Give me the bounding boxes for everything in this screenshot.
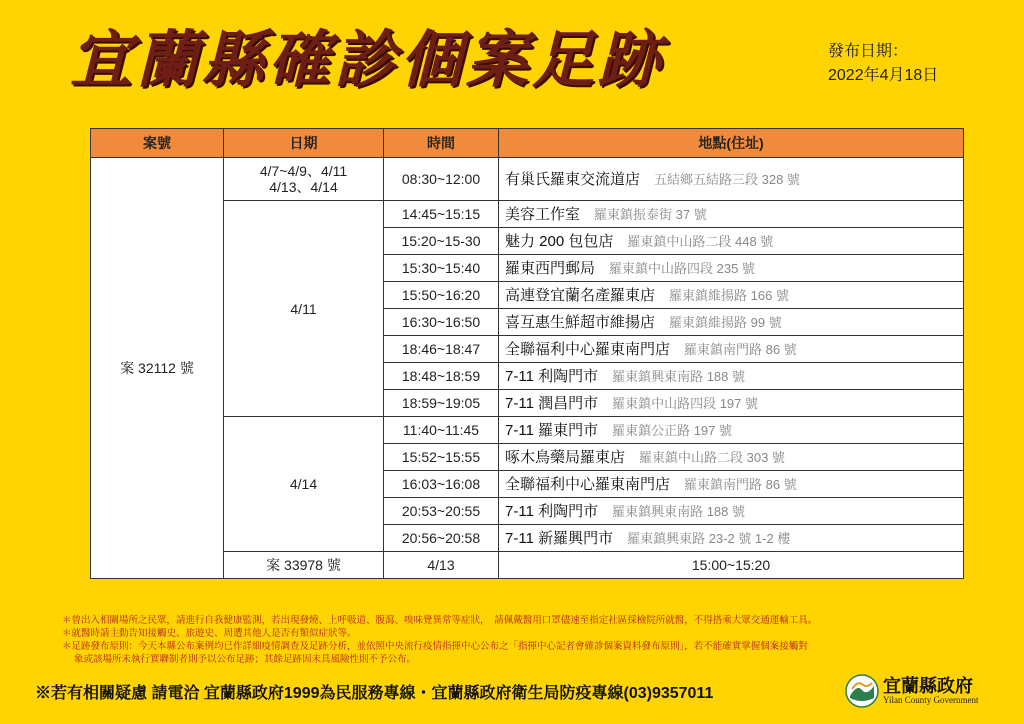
place-address: 羅東鎮南門路 86 號 (684, 341, 797, 357)
place-address: 五結鄉五結路三段 328 號 (654, 171, 800, 187)
date-cell: 4/14 (224, 417, 384, 552)
time-cell: 11:40~11:45 (384, 417, 499, 444)
time-cell: 20:53~20:55 (384, 498, 499, 525)
place-name: 7-11 利陶門市 (505, 502, 599, 520)
publish-date: 2022年4月18日 (828, 67, 939, 84)
note-line: 象或該場所未執行實聯制者則予以公布足跡；其餘足跡因未具風險性則不予公布。 (74, 654, 417, 665)
place-cell (499, 444, 964, 471)
case-id-33978: 案 33978 號 (224, 552, 384, 579)
place-name: 7-11 羅東門市 (505, 421, 599, 439)
date-cell: 4/13 (384, 552, 499, 579)
note-line: ＊曾出入相關場所之民眾，請進行自我健康監測，若出現發燒、上呼吸道、腹瀉、嗅味覺異常等症狀， 請佩戴醫用口罩儘速至指定社區採檢院所就醫，不得搭乘大眾交通運輸工具。 (62, 615, 818, 626)
time-cell: 15:30~15:40 (384, 255, 499, 282)
place-address: 羅東鎮中山路四段 235 號 (609, 260, 755, 276)
place-address: 羅東鎮公正路 197 號 (612, 422, 732, 438)
government-logo-block (845, 672, 995, 712)
place-cell (499, 201, 964, 228)
page-title: 宜蘭縣確診個案足跡 (70, 23, 665, 96)
time-cell: 18:59~19:05 (384, 390, 499, 417)
place-cell (499, 282, 964, 309)
place-cell (499, 309, 964, 336)
place-address: 羅東鎮維揚路 166 號 (669, 287, 789, 303)
hotline-text: ※若有相關疑慮 請電洽 宜蘭縣政府1999為民服務專線・宜蘭縣政府衛生局防疫專線(03)9357011 (35, 685, 714, 702)
time-cell: 18:46~18:47 (384, 336, 499, 363)
place-address: 羅東鎮南門路 86 號 (684, 476, 797, 492)
case-id-32112: 案 32112 號 (91, 158, 224, 579)
header-time: 時間 (384, 129, 499, 158)
time-cell: 15:50~16:20 (384, 282, 499, 309)
place-name: 高連登宜蘭名產羅東店 (505, 286, 656, 304)
place-address: 羅東鎮振泰街 37 號 (594, 206, 707, 222)
place-cell (499, 228, 964, 255)
place-address: 羅東鎮中山路二段 303 號 (639, 449, 785, 465)
date-cell (224, 158, 384, 201)
time-cell: 08:30~12:00 (384, 158, 499, 201)
date-cell: 4/11 (224, 201, 384, 417)
place-address: 羅東鎮中山路四段 197 號 (612, 395, 758, 411)
government-name-en: Yilan County Government (883, 695, 979, 705)
place-address: 羅東鎮中山路二段 448 號 (627, 233, 774, 249)
place-cell (499, 336, 964, 363)
header-place: 地點(住址) (499, 129, 964, 158)
time-cell: 16:30~16:50 (384, 309, 499, 336)
header-date: 日期 (224, 129, 384, 158)
notes-block (62, 614, 982, 666)
place-name: 美容工作室 (505, 205, 581, 223)
place-name: 7-11 新羅興門市 (505, 529, 614, 547)
place-name: 有巢氏羅東交流道店 (505, 170, 641, 188)
place-address: 羅東鎮維揚路 99 號 (669, 314, 782, 330)
header-case: 案號 (91, 129, 224, 158)
place-cell (499, 158, 964, 201)
place-cell (499, 417, 964, 444)
place-name: 7-11 利陶門市 (505, 367, 599, 385)
footprint-table (90, 128, 964, 579)
place-name: 全聯福利中心羅東南門店 (505, 340, 671, 358)
place-cell (499, 363, 964, 390)
time-cell: 15:52~15:55 (384, 444, 499, 471)
place-cell (499, 525, 964, 552)
place-name: 7-11 潤昌門市 (505, 394, 599, 412)
place-name: 全聯福利中心羅東南門店 (505, 475, 671, 493)
time-cell: 14:45~15:15 (384, 201, 499, 228)
time-cell: 18:48~18:59 (384, 363, 499, 390)
date-line: 4/7~4/9、4/11 (259, 163, 348, 179)
place-address: 羅東鎮興東路 23-2 號 1-2 樓 (627, 530, 791, 546)
publish-date-block (828, 40, 1018, 88)
time-cell: 15:20~15-30 (384, 228, 499, 255)
place-name: 啄木鳥藥局羅東店 (505, 448, 626, 466)
place-name: 羅東西門郵局 (505, 259, 596, 277)
note-line: ＊足跡發布原則：今天本縣公布案例均已作詳細疫情調查及足跡分析，並依照中央流行疫情指揮中心公布之「指揮中心記者會確診個案資料發布原則」，若不能確實掌握個案接觸對 (62, 641, 808, 652)
time-cell: 15:00~15:20 (499, 552, 964, 579)
note-line: ＊就醫時請主動告知接觸史、旅遊史、周遭其他人是否有類似症狀等。 (62, 628, 357, 639)
place-cell (499, 255, 964, 282)
time-cell: 20:56~20:58 (384, 525, 499, 552)
place-name: 喜互惠生鮮超市維揚店 (505, 313, 656, 331)
publish-label: 發布日期： (828, 43, 909, 60)
government-name: 宜蘭縣政府 (883, 676, 973, 697)
place-name: 魅力 200 包包店 (505, 232, 614, 250)
table-header-row (91, 129, 964, 158)
place-address: 羅東鎮興東南路 188 號 (612, 503, 745, 519)
place-cell (499, 390, 964, 417)
table-row (91, 158, 964, 201)
place-address: 羅東鎮興東南路 188 號 (612, 368, 745, 384)
time-cell: 16:03~16:08 (384, 471, 499, 498)
yilan-county-logo-icon (845, 674, 879, 708)
date-line: 4/13、4/14 (269, 179, 338, 195)
place-cell (499, 498, 964, 525)
place-cell (499, 471, 964, 498)
